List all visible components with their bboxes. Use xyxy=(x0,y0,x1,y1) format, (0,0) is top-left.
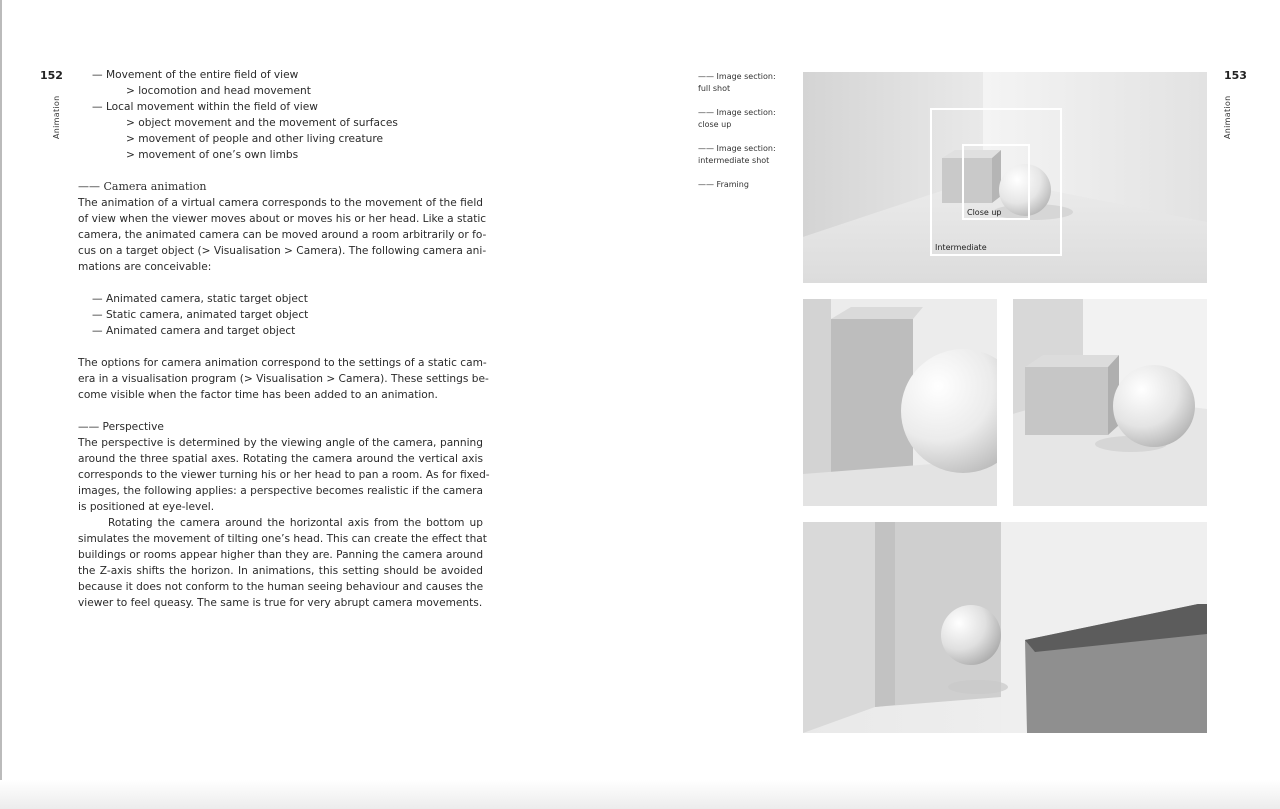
legend-item-label: —— Image section: xyxy=(698,144,776,153)
blank-line xyxy=(78,275,483,291)
text-line: The animation of a virtual camera corresponds to the movement of the field xyxy=(78,197,483,209)
section-heading: —— Camera animation xyxy=(78,180,207,193)
text-line: buildings or rooms appear higher than they are. Panning the camera around xyxy=(78,549,484,561)
text-line: > movement of one’s own limbs xyxy=(126,149,299,161)
legend-item-sub: close up xyxy=(698,120,732,129)
legend-item-full-shot xyxy=(698,71,776,95)
intermediate-scene xyxy=(1013,299,1207,506)
text-line: come visible when the factor time has been added to an animation. xyxy=(78,389,438,401)
text-line: viewer to feel queasy. The same is true for very abrupt camera movements. xyxy=(78,597,483,609)
legend-item-sub: full shot xyxy=(698,84,731,93)
text-line: because it does not conform to the human seeing behaviour and causes the xyxy=(78,581,484,593)
text-line: simulates the movement of tilting one’s head. This can create the effect that xyxy=(78,533,487,545)
text-line: camera, the animated camera can be moved around a room arbitrarily or fo- xyxy=(78,229,487,241)
text-line: mations are conceivable: xyxy=(78,261,212,273)
text-line: — Animated camera, static target object xyxy=(92,293,308,305)
legend-item-framing xyxy=(698,179,776,191)
close-up-render xyxy=(803,299,997,506)
text-line: of view when the viewer moves about or moves his or her head. Like a static xyxy=(78,213,487,225)
left-page xyxy=(0,0,642,790)
intermediate-label: Intermediate xyxy=(935,243,987,252)
tilted-perspective-render xyxy=(803,522,1207,733)
text-line: — Animated camera and target object xyxy=(92,325,296,337)
text-line: cus on a target object (> Visualisation > Camera). The following camera ani- xyxy=(78,245,487,257)
text-line: corresponds to the viewer turning his or her head to pan a room. As for fixed- xyxy=(78,469,490,481)
legend-item-intermediate xyxy=(698,143,776,167)
text-line: — Movement of the entire field of view xyxy=(92,69,299,81)
running-head-right: Animation xyxy=(1223,95,1232,139)
text-line: images, the following applies: a perspective becomes realistic if the camera xyxy=(78,485,483,497)
body-text xyxy=(78,67,490,611)
intermediate-render xyxy=(1013,299,1207,506)
text-line: Rotating the camera around the horizontal axis from the bottom up xyxy=(108,517,483,529)
legend-item-close-up xyxy=(698,107,776,131)
text-line: —— Perspective xyxy=(78,421,164,433)
text-line: — Static camera, animated target object xyxy=(92,309,309,321)
blank-line xyxy=(78,403,483,419)
legend-item-label: —— Image section: xyxy=(698,108,776,117)
close-up-scene xyxy=(803,299,997,506)
tilted-scene xyxy=(803,522,1207,733)
text-line: > object movement and the movement of surfaces xyxy=(126,117,398,129)
page-number-left: 152 xyxy=(40,69,63,82)
page-number-right: 153 xyxy=(1224,69,1247,82)
text-line: the Z-axis shifts the horizon. In animations, this setting should be avoided xyxy=(78,565,483,577)
legend-item-label: —— Image section: xyxy=(698,72,776,81)
text-line: > movement of people and other living creature xyxy=(126,133,384,145)
text-line: The perspective is determined by the viewing angle of the camera, panning xyxy=(78,437,483,449)
text-line: era in a visualisation program (> Visualisation > Camera). These settings be- xyxy=(78,373,489,385)
page-bottom-shadow xyxy=(0,780,1280,809)
legend-item-sub: intermediate shot xyxy=(698,156,770,165)
text-line: The options for camera animation correspond to the settings of a static cam- xyxy=(78,357,487,369)
full-shot-render xyxy=(803,72,1207,283)
image-legend xyxy=(698,71,776,203)
close-up-label: Close up xyxy=(967,208,1002,217)
right-page xyxy=(640,0,1280,790)
blank-line xyxy=(78,163,483,179)
legend-item-label: —— Framing xyxy=(698,180,749,189)
running-head-left: Animation xyxy=(52,95,61,139)
blank-line xyxy=(78,339,483,355)
text-line: around the three spatial axes. Rotating the camera around the vertical axis xyxy=(78,453,483,465)
text-line: is positioned at eye-level. xyxy=(78,501,215,513)
text-line: — Local movement within the field of view xyxy=(92,101,318,113)
text-line: > locomotion and head movement xyxy=(126,85,311,97)
